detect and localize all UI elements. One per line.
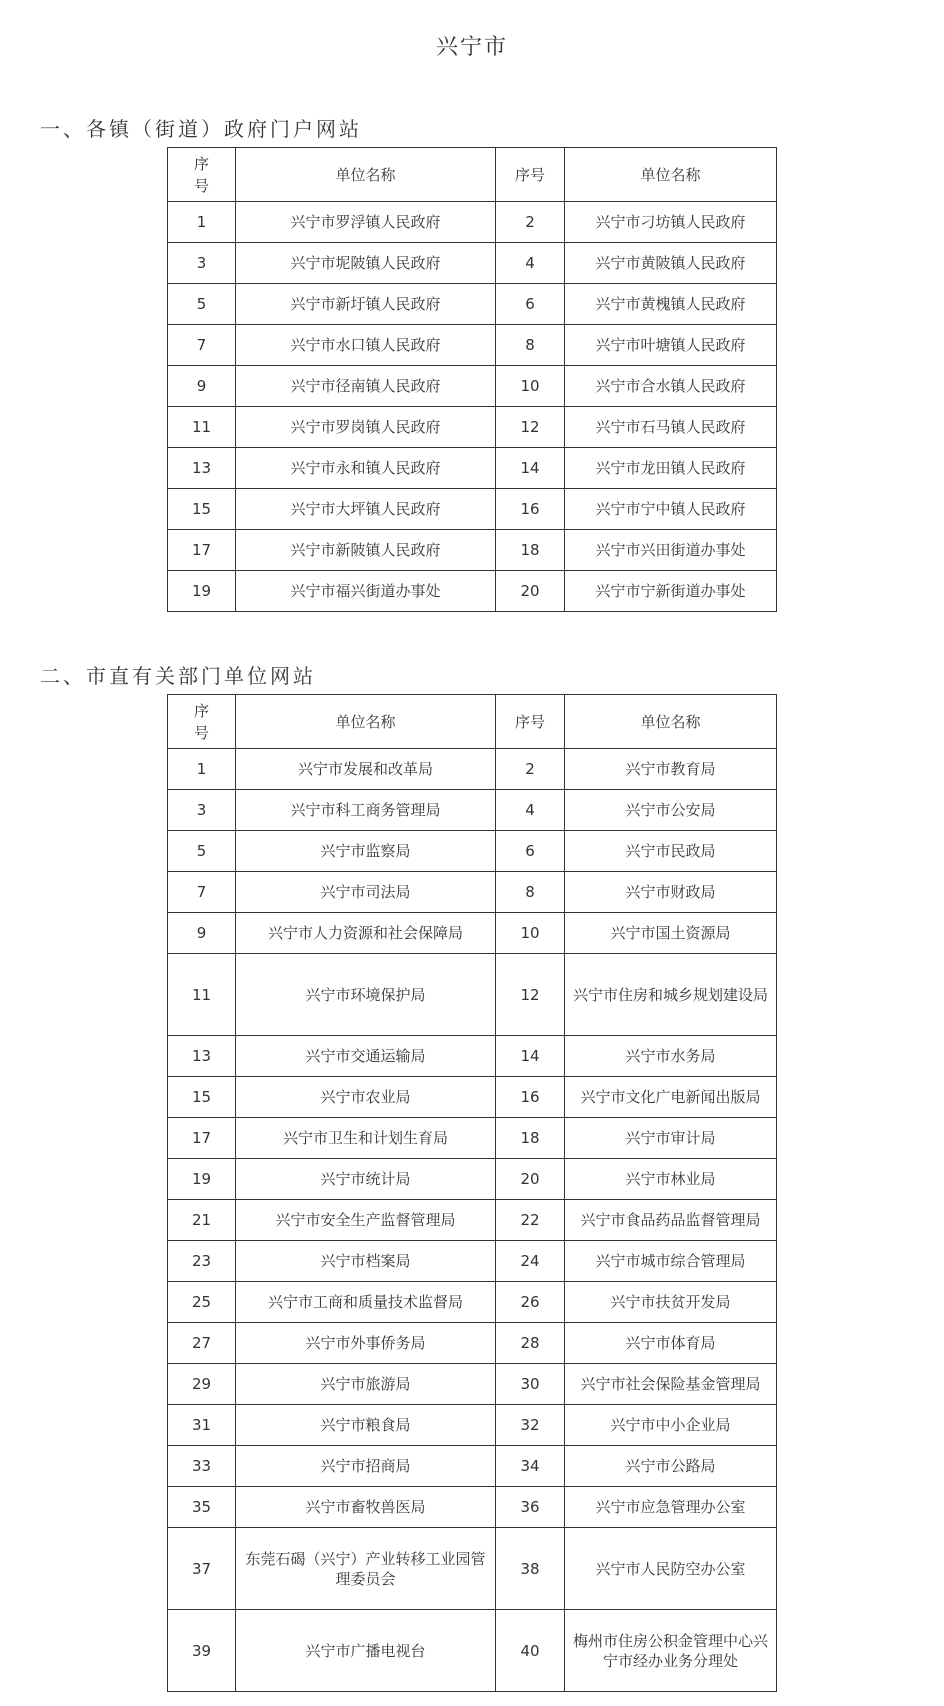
seq-cell: 4 <box>496 790 565 831</box>
unit-name-cell: 兴宁市统计局 <box>236 1159 496 1200</box>
unit-name-cell: 兴宁市畜牧兽医局 <box>236 1487 496 1528</box>
seq-cell: 3 <box>168 790 236 831</box>
unit-name-cell: 兴宁市体育局 <box>565 1323 777 1364</box>
unit-name-cell: 兴宁市水口镇人民政府 <box>236 325 496 366</box>
table-row <box>168 325 777 366</box>
seq-cell: 5 <box>168 831 236 872</box>
table-row <box>168 913 777 954</box>
seq-cell: 15 <box>168 489 236 530</box>
unit-name-cell: 兴宁市龙田镇人民政府 <box>565 448 777 489</box>
header-seq-left <box>168 148 236 202</box>
unit-name-cell: 兴宁市黄槐镇人民政府 <box>565 284 777 325</box>
unit-name-cell: 兴宁市教育局 <box>565 749 777 790</box>
unit-name-cell: 兴宁市刁坊镇人民政府 <box>565 202 777 243</box>
unit-name-cell: 兴宁市黄陂镇人民政府 <box>565 243 777 284</box>
table-row <box>168 489 777 530</box>
seq-cell: 11 <box>168 407 236 448</box>
seq-cell: 36 <box>496 1487 565 1528</box>
seq-cell: 10 <box>496 913 565 954</box>
unit-name-cell: 兴宁市审计局 <box>565 1118 777 1159</box>
unit-name-cell: 兴宁市径南镇人民政府 <box>236 366 496 407</box>
seq-cell: 14 <box>496 448 565 489</box>
unit-name-cell: 兴宁市应急管理办公室 <box>565 1487 777 1528</box>
unit-name-cell: 兴宁市叶塘镇人民政府 <box>565 325 777 366</box>
table-row <box>168 1077 777 1118</box>
table-header-row <box>168 695 777 749</box>
seq-cell: 35 <box>168 1487 236 1528</box>
unit-name-cell: 兴宁市社会保险基金管理局 <box>565 1364 777 1405</box>
seq-cell: 9 <box>168 366 236 407</box>
unit-name-cell: 兴宁市工商和质量技术监督局 <box>236 1282 496 1323</box>
unit-name-cell: 兴宁市新圩镇人民政府 <box>236 284 496 325</box>
seq-cell: 13 <box>168 448 236 489</box>
table-row <box>168 243 777 284</box>
unit-name-cell: 兴宁市公路局 <box>565 1446 777 1487</box>
seq-cell: 13 <box>168 1036 236 1077</box>
unit-name-cell: 兴宁市城市综合管理局 <box>565 1241 777 1282</box>
page-title: 兴宁市 <box>435 35 508 60</box>
seq-cell: 20 <box>496 1159 565 1200</box>
table-row <box>168 1282 777 1323</box>
seq-cell: 39 <box>168 1610 236 1692</box>
seq-cell: 8 <box>496 872 565 913</box>
header-seq-left-char2: 号 <box>193 723 209 742</box>
unit-name-cell: 兴宁市农业局 <box>236 1077 496 1118</box>
unit-name-cell: 兴宁市粮食局 <box>236 1405 496 1446</box>
table-row <box>168 1323 777 1364</box>
unit-name-cell: 兴宁市兴田街道办事处 <box>565 530 777 571</box>
seq-cell: 5 <box>168 284 236 325</box>
unit-name-cell: 兴宁市大坪镇人民政府 <box>236 489 496 530</box>
seq-cell: 21 <box>168 1200 236 1241</box>
unit-name-cell: 兴宁市宁中镇人民政府 <box>565 489 777 530</box>
seq-cell: 24 <box>496 1241 565 1282</box>
unit-name-cell: 兴宁市财政局 <box>565 872 777 913</box>
seq-cell: 3 <box>168 243 236 284</box>
section-title-departments: 二、市直有关部门单位网站 <box>40 664 316 688</box>
seq-cell: 18 <box>496 530 565 571</box>
seq-cell: 34 <box>496 1446 565 1487</box>
seq-cell: 28 <box>496 1323 565 1364</box>
seq-cell: 37 <box>168 1528 236 1610</box>
table-row <box>168 749 777 790</box>
seq-cell: 16 <box>496 489 565 530</box>
seq-cell: 2 <box>496 749 565 790</box>
seq-cell: 2 <box>496 202 565 243</box>
table-row <box>168 1036 777 1077</box>
unit-name-cell: 兴宁市新陂镇人民政府 <box>236 530 496 571</box>
unit-name-cell: 兴宁市罗岗镇人民政府 <box>236 407 496 448</box>
table-row <box>168 1405 777 1446</box>
seq-cell: 18 <box>496 1118 565 1159</box>
table-row <box>168 1446 777 1487</box>
seq-cell: 27 <box>168 1323 236 1364</box>
unit-name-cell: 兴宁市永和镇人民政府 <box>236 448 496 489</box>
departments-table <box>167 694 777 1692</box>
header-seq-left <box>168 695 236 749</box>
table-row <box>168 1200 777 1241</box>
seq-cell: 1 <box>168 749 236 790</box>
unit-name-cell: 兴宁市旅游局 <box>236 1364 496 1405</box>
seq-cell: 31 <box>168 1405 236 1446</box>
seq-cell: 19 <box>168 571 236 612</box>
table-row <box>168 1487 777 1528</box>
unit-name-cell: 兴宁市坭陂镇人民政府 <box>236 243 496 284</box>
seq-cell: 12 <box>496 407 565 448</box>
unit-name-cell: 兴宁市国土资源局 <box>565 913 777 954</box>
unit-name-cell: 兴宁市卫生和计划生育局 <box>236 1118 496 1159</box>
seq-cell: 38 <box>496 1528 565 1610</box>
section-title-towns: 一、各镇（街道）政府门户网站 <box>40 117 362 141</box>
unit-name-cell: 兴宁市公安局 <box>565 790 777 831</box>
seq-cell: 26 <box>496 1282 565 1323</box>
unit-name-cell: 兴宁市监察局 <box>236 831 496 872</box>
seq-cell: 9 <box>168 913 236 954</box>
seq-cell: 30 <box>496 1364 565 1405</box>
seq-cell: 12 <box>496 954 565 1036</box>
seq-cell: 17 <box>168 530 236 571</box>
seq-cell: 33 <box>168 1446 236 1487</box>
unit-name-cell: 兴宁市档案局 <box>236 1241 496 1282</box>
seq-cell: 20 <box>496 571 565 612</box>
table-row <box>168 202 777 243</box>
unit-name-cell: 兴宁市科工商务管理局 <box>236 790 496 831</box>
seq-cell: 6 <box>496 284 565 325</box>
table-row <box>168 407 777 448</box>
header-seq-left-char1: 序 <box>193 154 209 173</box>
header-name-left: 单位名称 <box>236 148 496 202</box>
seq-cell: 16 <box>496 1077 565 1118</box>
table-row <box>168 872 777 913</box>
unit-name-cell: 兴宁市食品药品监督管理局 <box>565 1200 777 1241</box>
unit-name-cell: 梅州市住房公积金管理中心兴宁市经办业务分理处 <box>565 1610 777 1692</box>
table-row <box>168 1118 777 1159</box>
header-name-right: 单位名称 <box>565 695 777 749</box>
header-seq-left-char2: 号 <box>193 176 209 195</box>
seq-cell: 10 <box>496 366 565 407</box>
unit-name-cell: 兴宁市石马镇人民政府 <box>565 407 777 448</box>
header-seq-right: 序号 <box>496 148 565 202</box>
header-name-right: 单位名称 <box>565 148 777 202</box>
seq-cell: 8 <box>496 325 565 366</box>
table-row <box>168 284 777 325</box>
towns-table <box>167 147 777 612</box>
unit-name-cell: 兴宁市人力资源和社会保障局 <box>236 913 496 954</box>
header-name-left: 单位名称 <box>236 695 496 749</box>
table-row <box>168 1364 777 1405</box>
unit-name-cell: 东莞石碣（兴宁）产业转移工业园管理委员会 <box>236 1528 496 1610</box>
seq-cell: 22 <box>496 1200 565 1241</box>
unit-name-cell: 兴宁市招商局 <box>236 1446 496 1487</box>
seq-cell: 25 <box>168 1282 236 1323</box>
table-row <box>168 790 777 831</box>
table-row <box>168 571 777 612</box>
seq-cell: 14 <box>496 1036 565 1077</box>
unit-name-cell: 兴宁市住房和城乡规划建设局 <box>565 954 777 1036</box>
table-row <box>168 1528 777 1610</box>
unit-name-cell: 兴宁市民政局 <box>565 831 777 872</box>
unit-name-cell: 兴宁市发展和改革局 <box>236 749 496 790</box>
table-header-row <box>168 148 777 202</box>
table-row <box>168 1159 777 1200</box>
header-seq-left-char1: 序 <box>193 701 209 720</box>
unit-name-cell: 兴宁市福兴街道办事处 <box>236 571 496 612</box>
unit-name-cell: 兴宁市人民防空办公室 <box>565 1528 777 1610</box>
seq-cell: 4 <box>496 243 565 284</box>
table-row <box>168 530 777 571</box>
table-row <box>168 1610 777 1692</box>
table-row <box>168 1241 777 1282</box>
seq-cell: 6 <box>496 831 565 872</box>
unit-name-cell: 兴宁市合水镇人民政府 <box>565 366 777 407</box>
unit-name-cell: 兴宁市水务局 <box>565 1036 777 1077</box>
unit-name-cell: 兴宁市司法局 <box>236 872 496 913</box>
unit-name-cell: 兴宁市外事侨务局 <box>236 1323 496 1364</box>
unit-name-cell: 兴宁市文化广电新闻出版局 <box>565 1077 777 1118</box>
unit-name-cell: 兴宁市广播电视台 <box>236 1610 496 1692</box>
seq-cell: 29 <box>168 1364 236 1405</box>
seq-cell: 15 <box>168 1077 236 1118</box>
unit-name-cell: 兴宁市罗浮镇人民政府 <box>236 202 496 243</box>
seq-cell: 23 <box>168 1241 236 1282</box>
seq-cell: 19 <box>168 1159 236 1200</box>
unit-name-cell: 兴宁市中小企业局 <box>565 1405 777 1446</box>
seq-cell: 1 <box>168 202 236 243</box>
unit-name-cell: 兴宁市环境保护局 <box>236 954 496 1036</box>
table-row <box>168 448 777 489</box>
seq-cell: 40 <box>496 1610 565 1692</box>
unit-name-cell: 兴宁市林业局 <box>565 1159 777 1200</box>
unit-name-cell: 兴宁市宁新街道办事处 <box>565 571 777 612</box>
unit-name-cell: 兴宁市交通运输局 <box>236 1036 496 1077</box>
seq-cell: 17 <box>168 1118 236 1159</box>
seq-cell: 7 <box>168 325 236 366</box>
table-row <box>168 366 777 407</box>
seq-cell: 7 <box>168 872 236 913</box>
table-row <box>168 831 777 872</box>
seq-cell: 11 <box>168 954 236 1036</box>
unit-name-cell: 兴宁市扶贫开发局 <box>565 1282 777 1323</box>
unit-name-cell: 兴宁市安全生产监督管理局 <box>236 1200 496 1241</box>
seq-cell: 32 <box>496 1405 565 1446</box>
table-row <box>168 954 777 1036</box>
header-seq-right: 序号 <box>496 695 565 749</box>
